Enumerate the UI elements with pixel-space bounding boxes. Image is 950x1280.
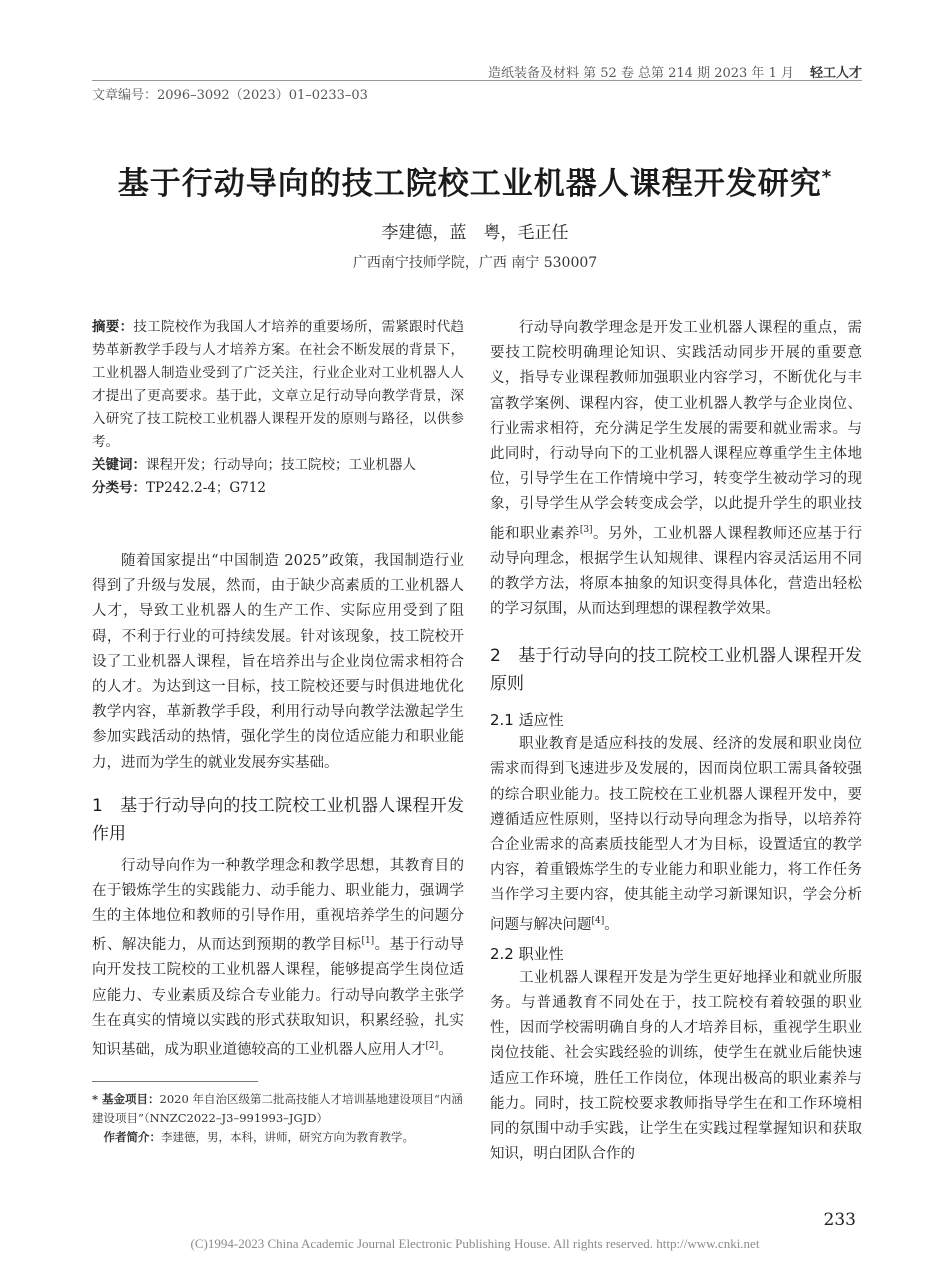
section-1-paragraph <box>92 854 464 1063</box>
page-number: 233 <box>823 1210 856 1230</box>
title-footnote-mark: * <box>821 166 833 188</box>
abstract-text: 技工院校作为我国人才培养的重要场所，需紧跟时代趋势革新教学手段与人才培养方案。在社会不断发展的背景下，工业机器人制造业受到了广泛关注，行业企业对工业机器人人才提出了更高要求。基于此，文章立足行动导向教学背景，深入研究了技工院校工业机器人课程开发的原则与路径，以供参考。 <box>92 319 465 450</box>
header-divider <box>92 80 862 81</box>
authors: 李建德，蓝 粤，毛正任 <box>381 223 569 243</box>
affiliation: 广西南宁技师学院，广西 南宁 530007 <box>352 255 598 271</box>
citation-3: [3] <box>579 524 593 535</box>
footnote-fund <box>92 1090 464 1128</box>
section-2-1-heading: 2.1 适应性 <box>490 711 564 730</box>
section-1-text-a: 行动导向作为一种教学理念和教学思想，其教育目的在于锻炼学生的实践能力、动手能力、职业能力，强调学生的主体地位和教师的引导作用，重视培养学生的问题分析、解决能力，从而达到预期的教学目标 <box>92 857 464 954</box>
citation-2: [2] <box>425 1041 439 1052</box>
section-2-1-text-a: 职业教育是适应科技的发展、经济的发展和职业岗位需求而得到飞速进步及发展的，因而岗位职工需具备较强的综合职业能力。技工院校在工业机器人课程开发中，要遵循适应性原则，坚持以行动导向理念为指导，以培养符合企业需求的高素质技能型人才为目标，设置适宜的教学内容，着重锻炼学生的专业能力和职业能力，将工作任务当作学习主要内容，使其能主动学习新课知识，学会分析问题与解决问题 <box>490 736 862 933</box>
section-2-heading: 2 基于行动导向的技工院校工业机器人课程开发原则 <box>490 646 862 695</box>
abstract <box>92 316 464 454</box>
author-text: 李建德，男，本科，讲师，研究方向为教育教学。 <box>161 1130 414 1145</box>
citation-4: [4] <box>591 915 605 926</box>
section-1-heading: 1 基于行动导向的技工院校工业机器人课程开发作用 <box>92 795 464 844</box>
intro-paragraph: 随着国家提出“中国制造 2025”政策，我国制造行业得到了升级与发展，然而，由于缺少高素质的工业机器人人才，导致工业机器人的生产工作、实际应用受到了阻碍，不利于行业的可持续发展。针对该现象，技工院校开设了工业机器人课程，旨在培养出与企业岗位需求相符合的人才。为达到这一目标，技工院校还要与时俱进地优化教学内容，革新教学手段，利用行动导向教学法激起学生参加实践活动的热情，强化学生的岗位适应能力和职业能力，进而为学生的就业发展夯实基础。 <box>92 553 464 771</box>
paper-title <box>0 158 950 203</box>
citation-1: [1] <box>361 936 375 947</box>
section-2-1-paragraph <box>490 732 862 937</box>
keywords-label: 关键词： <box>92 457 146 473</box>
right-paragraph-1 <box>490 316 862 622</box>
right-paragraph-text-a: 行动导向教学理念是开发工业机器人课程的重点，需要技工院校明确理论知识、实践活动同步开展的重要意义，指导专业课程教师加强职业内容学习，不断优化与丰富教学案例、课程内容，使工业机器人教学与企业岗位、行业需求相符，充分满足学生发展的需要和就业需求。与此同时，行动导向下的工业机器人课程应尊重学生主体地位，引导学生在工作情境中学习，转变学生被动学习的现象，引导学生从学会转变成会学，以此提升学生的职业技能和职业素养 <box>490 320 862 542</box>
section-1-text-b: 。基于行动导向开发技工院校的工业机器人课程，能够提高学生岗位适应能力、专业素质及综合专业能力。行动导向教学主张学生在真实的情境以实践的形式获取知识，积累经验，扎实知识基础，成为职业道德较高的工业机器人应用人才 <box>92 937 464 1058</box>
paper-title-text: 基于行动导向的技工院校工业机器人课程开发研究 <box>117 166 822 202</box>
article-number: 文章编号：2096–3092（2023）01–0233–03 <box>92 88 368 103</box>
right-column <box>490 316 862 1167</box>
abstract-label: 摘要： <box>92 319 134 335</box>
section-1-text-c: 。 <box>438 1041 453 1058</box>
fund-text: 2020 年自治区级第二批高技能人才培训基地建设项目“内涵建设项目”（NNZC2022–J3–991993–JGJD） <box>92 1092 463 1126</box>
class-label: 分类号： <box>92 480 146 496</box>
class-text: TP242.2-4；G712 <box>146 480 266 496</box>
keywords <box>92 454 464 477</box>
journal-info: 造纸装备及材料 第 52 卷 总第 214 期 2023 年 1 月 <box>487 66 794 81</box>
keywords-text: 课程开发；行动导向；技工院校；工业机器人 <box>146 457 416 473</box>
right-paragraph-text-b: 。另外，工业机器人课程教师还应基于行动导向理念，根据学生认知规律、课程内容灵活运用不同的教学方法，将原本抽象的知识变得具体化，营造出轻松的学习氛围，从而达到理想的课程教学效果。 <box>490 525 862 618</box>
author-label: 作者简介： <box>103 1130 161 1145</box>
column-tag: 轻工人才 <box>809 66 862 81</box>
fund-label: * 基金项目： <box>92 1092 160 1107</box>
section-2-1-text-b: 。 <box>604 916 619 933</box>
section-2-2-paragraph: 工业机器人课程开发是为学生更好地择业和就业所服务。与普通教育不同处在于，技工院校有着较强的职业性，因而学校需明确自身的人才培养目标，重视学生职业岗位技能、社会实践经验的训练，使学生在就业后能快速适应工作环境，胜任工作岗位，体现出极高的职业素养与能力。同时，技工院校要求教师指导学生在和工作环境相同的氛围中动手实践，让学生在实践过程掌握知识和获取知识，明白团队合作的 <box>490 969 862 1163</box>
classification <box>92 477 464 500</box>
section-2-2-heading: 2.2 职业性 <box>490 944 564 963</box>
copyright-line: (C)1994-2023 China Academic Journal Electronic Publishing House. All rights reserved. http://www.cnki.net <box>190 1236 760 1251</box>
footnote-author <box>92 1128 464 1147</box>
journal-header <box>488 62 862 81</box>
left-column <box>92 316 464 1147</box>
